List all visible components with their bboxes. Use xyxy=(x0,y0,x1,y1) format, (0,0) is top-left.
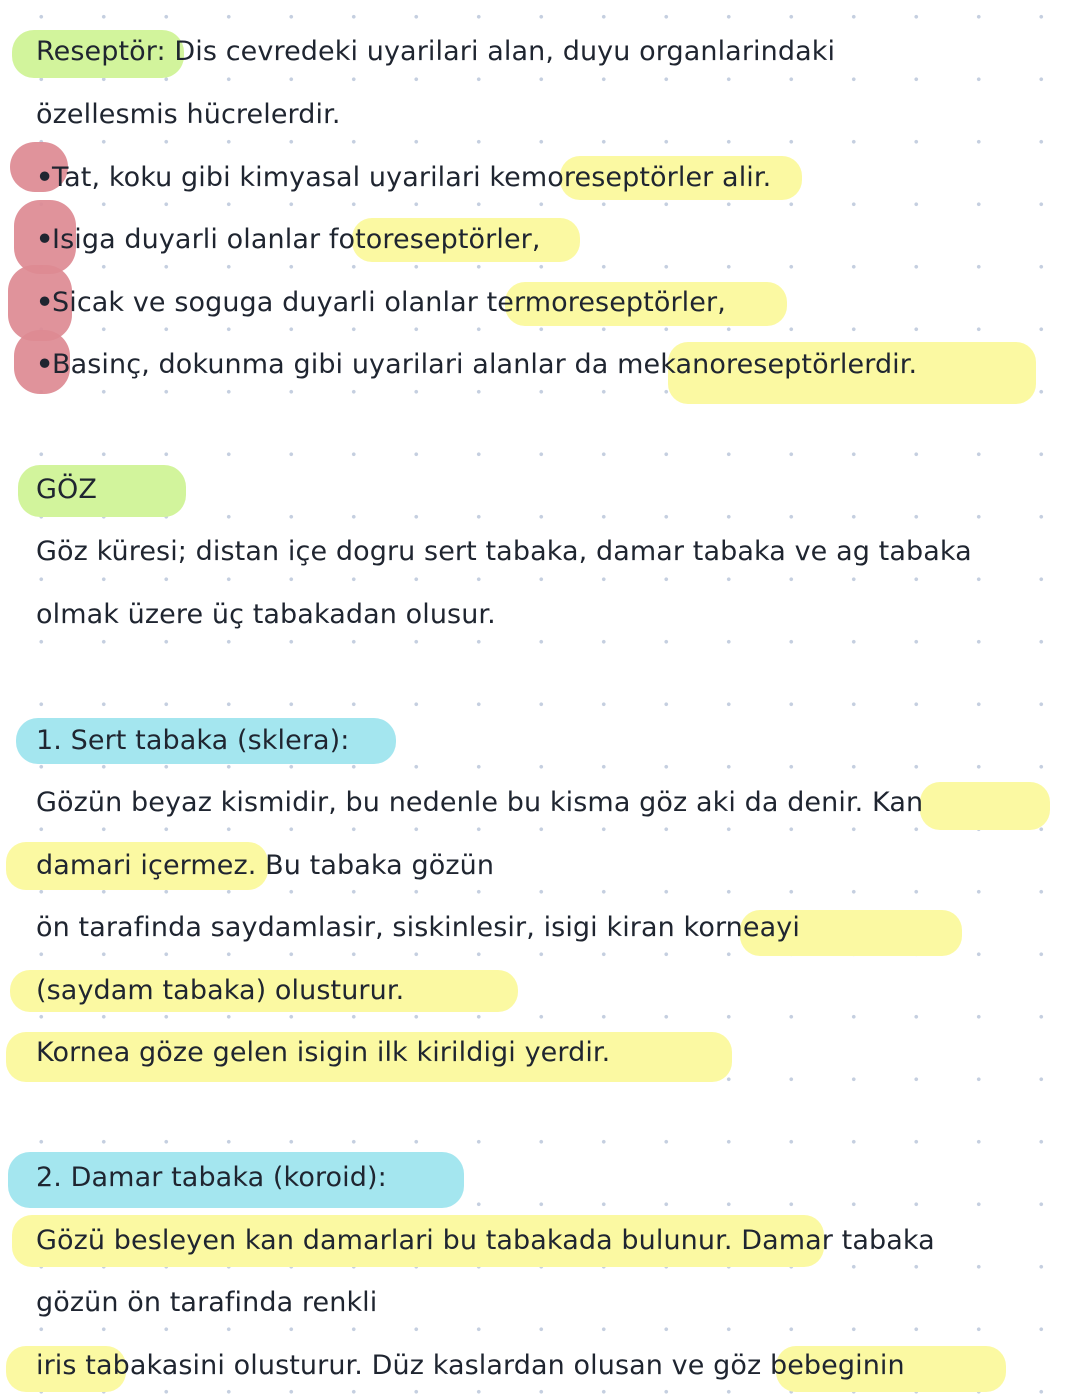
goz-bebeginin-term: göz bebeginin xyxy=(713,1350,905,1381)
bullet-item-mekano: •Basinç, dokunma gibi uyarilari alanlar da mekanoreseptörlerdir. xyxy=(36,345,917,385)
goz-line-2: olmak üzere üç tabakadan olusur. xyxy=(36,599,496,630)
korneayi-term: korneayi xyxy=(683,912,800,943)
bullet-dot: • xyxy=(36,287,54,318)
sert-line-3: ön tarafinda saydamlasir, siskinlesir, isigi kiran korneayi xyxy=(36,912,800,943)
receptor-term: Reseptör: xyxy=(36,36,166,67)
bullet-item-termo: •Sicak ve soguga duyarli olanlar termoreseptörler, xyxy=(36,283,726,323)
sert-line-1: Gözün beyaz kismidir, bu nedenle bu kisma göz aki da denir. Kan xyxy=(36,787,924,818)
sert-heading: 1. Sert tabaka (sklera): xyxy=(36,725,350,756)
damar-line-1: Gözü besleyen kan damarlari bu tabakada bulunur. Damar tabaka xyxy=(36,1225,935,1256)
receptor-definition: Dis cevredeki uyarilari alan, duyu organlarindaki xyxy=(165,36,836,67)
bullet-item-foto: •Isiga duyarli olanlar fotoreseptörler, xyxy=(36,220,541,260)
goz-heading: GÖZ xyxy=(36,474,97,505)
termoreseptorler-term: termoreseptörler, xyxy=(486,287,726,318)
receptor-line-2: özellesmis hücrelerdir. xyxy=(36,99,341,130)
sert-line-5: Kornea göze gelen isigin ilk kirildigi yerdir. xyxy=(36,1037,611,1068)
receptor-line-1 xyxy=(36,32,835,72)
sert-line-4: (saydam tabaka) olusturur. xyxy=(36,975,405,1006)
bullet-dot: • xyxy=(36,349,54,380)
bullet-dot: • xyxy=(36,224,54,255)
sert-line-2: damari içermez. Bu tabaka gözün xyxy=(36,850,495,881)
goz-line-1: Göz küresi; distan içe dogru sert tabaka, damar tabaka ve ag tabaka xyxy=(36,536,972,567)
fotoreseptorler-term: fotoreseptörler, xyxy=(328,224,541,255)
damar-line-2: gözün ön tarafinda renkli xyxy=(36,1287,378,1318)
damari-icermez-term: damari içermez. xyxy=(36,850,257,881)
kan-highlight xyxy=(920,782,1050,830)
iris-term: iris xyxy=(36,1350,77,1381)
damar-heading: 2. Damar tabaka (koroid): xyxy=(36,1162,387,1193)
bullet-item-kemo: •Tat, koku gibi kimyasal uyarilari kemoreseptörler alir. xyxy=(36,158,771,198)
bullet-dot: • xyxy=(36,162,54,193)
kan-term: Kan xyxy=(863,787,924,818)
kemoreseptorler-term: kemoreseptörler xyxy=(489,162,714,193)
damar-line-3: iris tabakasini olusturur. Düz kaslardan olusan ve göz bebeginin xyxy=(36,1350,905,1381)
mekanoreseptorlerdir-term: mekanoreseptörlerdir. xyxy=(617,349,918,380)
